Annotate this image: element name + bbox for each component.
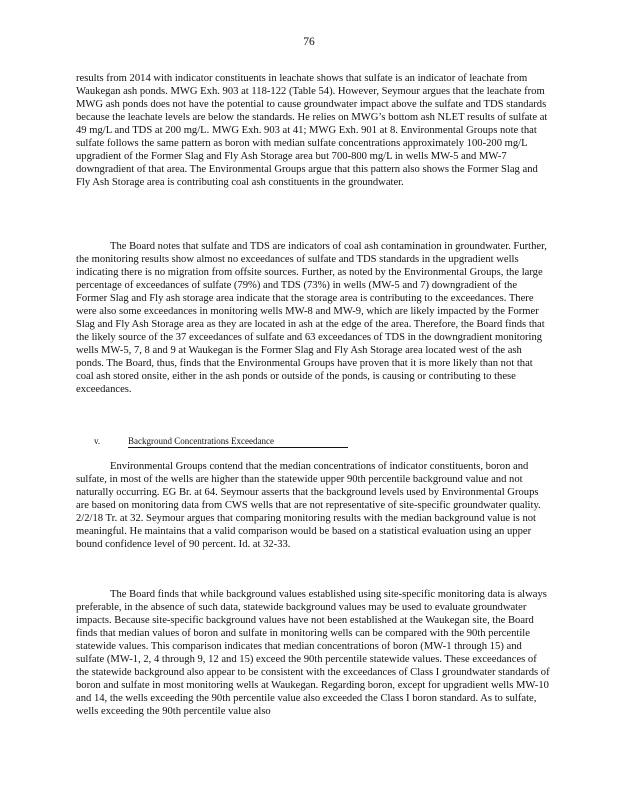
section-heading: [94, 436, 348, 448]
paragraph-board-findings-sulfate-tds: The Board notes that sulfate and TDS are indicators of coal ash contamination in groundwater. Further, the monitoring results show almost no exceedances of sulfate and TDS standards in the upgradient wells indicating there is no migration from offsite sources. Further, as noted by the Environmental Groups, the large percentage of exceedances of sulfate (79%) and TDS (73%) in wells (MW-5 and 7) downgradient of the Former Slag and Fly ash storage area indicate that the storage area is contributing to the exceedances. There were also some exceedances in monitoring wells MW-8 and MW-9, which are likely impacted by the Former Slag and Fly Ash Storage area as they are located in ash at the edge of the area. Therefore, the Board finds that the likely source of the 37 exceedances of sulfate and 63 exceedances of TDS in the downgradient monitoring wells MW-5, 7, 8 and 9 at Waukegan is the Former Slag and Fly Ash Storage area located west of the ash ponds. The Board, thus, finds that the Environmental Groups have proven that it is more likely than not that coal ash stored onsite, either in the ash ponds or outside of the ponds, is causing or contributing to these exceedances.: [76, 241, 547, 395]
section-number: v.: [94, 436, 101, 446]
paragraph-background-contentions: Environmental Groups contend that the median concentrations of indicator constituents, boron and sulfate, in most of the wells are higher than the statewide upper 90th percentile background value and not naturally occurring. EG Br. at 64. Seymour asserts that the background levels used by Environmental Groups are based on monitoring data from CWS wells that are not representative of site-specific groundwater quality. 2/2/18 Tr. at 32. Seymour argues that comparing monitoring results with the median background value is not meaningful. He maintains that a valid comparison would be based on a statistical evaluation using an upper bound confidence level of 90 percent. Id. at 32-33.: [76, 461, 541, 550]
section-title: Background Concentrations Exceedance: [128, 436, 348, 448]
page-number: 76: [303, 36, 315, 48]
paragraph-sulfate-leachate: results from 2014 with indicator constituents in leachate shows that sulfate is an indicator of leachate from Waukegan ash ponds. MWG Exh. 903 at 118-122 (Table 54). However, Seymour argues that the leachate from MWG ash ponds does not have the potential to cause groundwater impact above the sulfate and TDS standards because the leachate levels are below the standards. He relies on MWG’s bottom ash NLET results of sulfate at 49 mg/L and TDS at 200 mg/L. MWG Exh. 903 at 41; MWG Exh. 901 at 8. Environmental Groups note that sulfate follows the same pattern as boron with median sulfate concentrations approximately 100-200 mg/L upgradient of the Former Slag and Fly Ash Storage area but 700-800 mg/L in wells MW-5 and MW-7 downgradient of that area. The Environmental Groups argue that this pattern also shows the Former Slag and Fly Ash Storage area is contributing coal ash constituents in the groundwater.: [76, 73, 548, 188]
paragraph-board-findings-background: The Board finds that while background values established using site-specific monitoring data is always preferable, in the absence of such data, statewide background values may be used to evaluate groundwater impacts. Because site-specific background values have not been established at the Waukegan site, the Board finds that median values of boron and sulfate in monitoring wells can be compared with the 90th percentile statewide values. This comparison indicates that median concentrations of boron (MW-1 through 15) and sulfate (MW-1, 2, 4 through 9, 12 and 15) exceed the 90th percentile statewide values. These exceedances of the statewide background also appear to be consistent with the exceedances of Class I groundwater standards of boron and sulfate in most monitoring wells at Waukegan. Regarding boron, except for upgradient wells MW-10 and 14, the wells exceeding the 90th percentile value also exceeded the Class I boron standard. As to sulfate, wells exceeding the 90th percentile value also: [76, 589, 550, 717]
